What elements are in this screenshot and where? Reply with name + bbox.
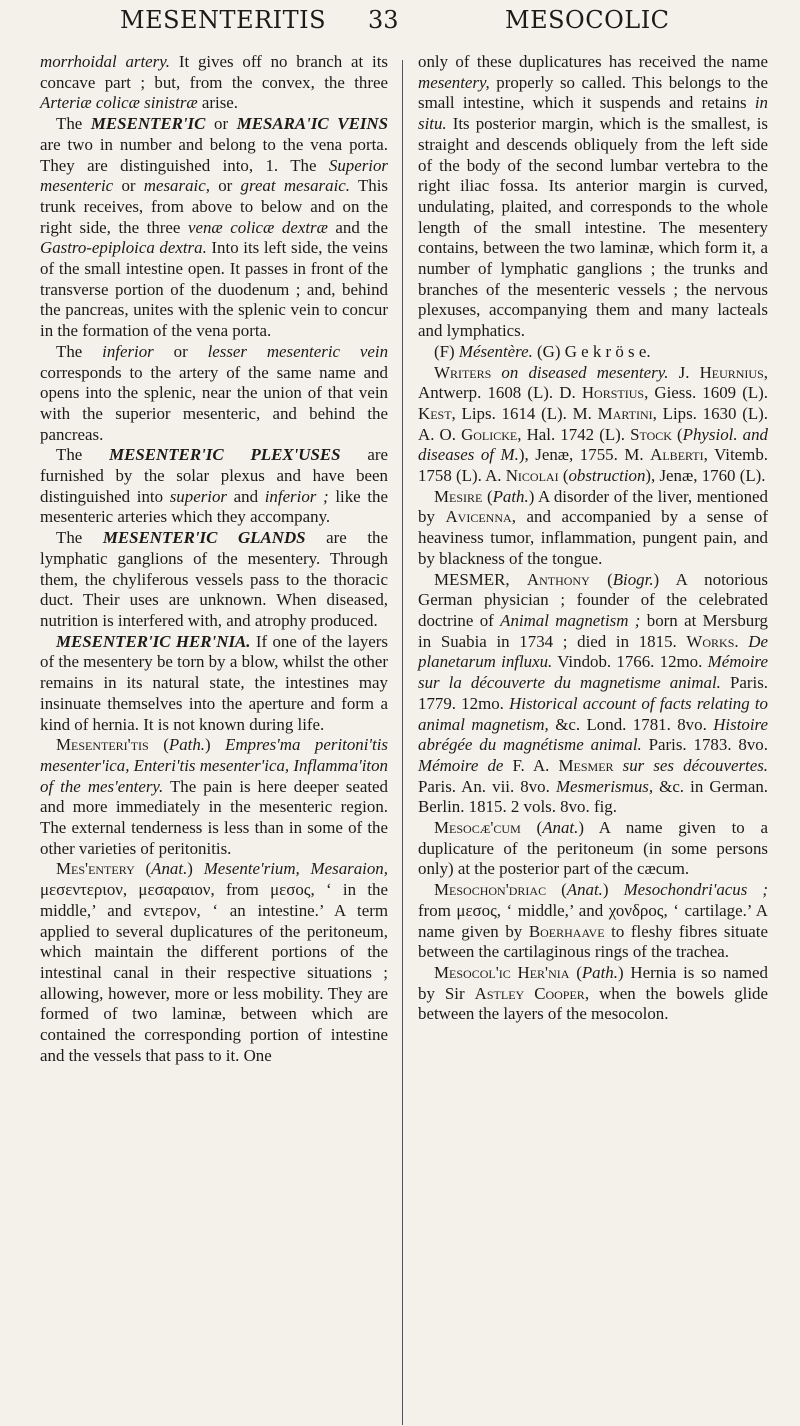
text-run: Mémoire de — [418, 755, 504, 775]
text-run: MESENTER'IC GLANDS — [102, 528, 306, 548]
text-run: Mesochondri'acus ; — [623, 880, 768, 900]
text-run: ) — [602, 880, 624, 900]
text-run: Its posterior margin, which is the smallest, is straight and descends obliquely from the left side of the body of the second lumbar vertebra to the right iliac fossa. Its anterior margin is curved, undulating, plaited, and corresponds to the whole length of the small intestine. The mesentery contains, between the two laminæ, which form it, a number of lymphatic ganglions ; the trunks and branches of the mesenteric vessels ; the nervous plexuses, accompanying them and many lacteals and lymphatics. — [418, 114, 768, 341]
text-run: Mes'entery — [56, 859, 135, 879]
text-run: Writers — [434, 362, 492, 382]
text-run: like the mesenteric arteries which they accompany. — [40, 486, 388, 527]
text-run: The pain is here deeper seated and more immediately in the mesenteric region. The external tenderness is less than in some of the other varieties of peritonitis. — [40, 776, 388, 858]
text-run: De planetarum influxu. — [418, 631, 768, 672]
text-run: Arteriæ colicæ sinistræ — [40, 93, 198, 113]
text-run — [491, 363, 501, 382]
entry-mesenteric-veins — [40, 114, 388, 342]
text-run: &c. Lond. 1781. 8vo. — [548, 714, 714, 734]
text-run: in situ. — [418, 93, 768, 134]
text-run: Avicenna — [445, 507, 512, 527]
text-run: Anat. — [151, 859, 188, 879]
text-run: MESENTER'IC PLEX'USES — [109, 445, 341, 465]
text-run: are two in number and belong to the vena porta. They are distinguished into, 1. The — [40, 134, 388, 175]
text-run: are furnished by the solar plexus and have been distinguished into — [40, 445, 389, 506]
text-run: Vindob. 1766. 12mo. — [552, 652, 708, 672]
text-run: to fleshy fibres situate between the cartilaginous rings of the trachea. — [418, 921, 768, 962]
text-run: , and accompanied by a sense of heaviness tumor, inflammation, pungent pain, and by blackness of the tongue. — [418, 507, 768, 568]
text-run: ( — [134, 859, 152, 879]
entry-mesocaecum — [418, 818, 768, 880]
entry-mesentery-continued — [418, 52, 768, 342]
text-run: properly so called. This belongs to the small intestine, which it suspends and retains — [418, 72, 768, 113]
text-run: Paris. An. vii. 8vo. — [418, 776, 556, 796]
right-column — [418, 52, 768, 1025]
text-run: or — [209, 176, 241, 196]
text-run: Paris. 1779. 12mo. — [418, 673, 768, 713]
text-run: Path. — [581, 962, 618, 982]
text-run: The — [56, 528, 103, 548]
text-run: mesentery, — [418, 72, 490, 92]
text-run: Heurnius — [699, 362, 764, 382]
page-number: 33 — [368, 6, 399, 34]
entry-mesenteric-hernia — [40, 632, 388, 736]
text-run: &c. in German. Berlin. 1815. 2 vols. 8vo. fig. — [418, 776, 768, 817]
text-run: ) — [205, 735, 226, 755]
text-run: Martini — [597, 403, 653, 423]
text-run: obstruction — [568, 466, 646, 486]
text-run: It gives off no branch at its concave part ; but, from the convex, the three — [40, 52, 388, 92]
text-run: Golicke — [461, 424, 518, 444]
text-run: Animal magnetism ; — [500, 610, 641, 630]
text-run: The — [56, 341, 103, 361]
text-run: Path. — [168, 735, 206, 755]
text-run: . — [734, 631, 749, 651]
text-run: , when the bowels glide between the layers of the mesocolon. — [418, 983, 768, 1024]
entry-continuation — [40, 52, 388, 114]
text-run: , Lips. 1630 (L). A. O. — [418, 403, 768, 444]
text-run — [614, 756, 623, 775]
text-run: ( — [482, 486, 493, 506]
entry-inferior-mesenteric-vein — [40, 342, 388, 446]
text-run: Gastro-epiploica dextra. — [40, 238, 207, 258]
text-run: only of these duplicatures has received the name — [418, 52, 768, 71]
text-run: Anthony — [526, 569, 590, 589]
text-run: Mesire — [434, 486, 483, 506]
text-run: Boerhaave — [528, 921, 605, 941]
text-run: J. — [668, 362, 700, 382]
entry-mesenteritis — [40, 735, 388, 859]
header-right-word: MESOCOLIC — [505, 6, 670, 34]
text-run: sur ses découvertes. — [622, 755, 768, 775]
text-run: This trunk receives, from above to below and on the right side, the three — [40, 176, 388, 237]
text-run: inferior — [102, 341, 154, 361]
text-run: If one of the layers of the mesentery be torn by a blow, whilst the other remains in its natural state, the intestines may insinuate themselves into the aperture and form a kind of hernia. It is not known during life. — [40, 631, 388, 734]
text-run: , Giess. 1609 (L). — [644, 383, 768, 403]
text-run: ( — [546, 880, 567, 900]
entry-mesenteric-glands — [40, 528, 388, 632]
text-run: Astley Cooper — [474, 983, 585, 1003]
text-run: , Lips. 1614 (L). M. — [451, 403, 598, 423]
entry-mesentery-synonyms — [418, 342, 768, 363]
text-run: Mésentère. — [458, 341, 533, 361]
text-run: Histoire abrégée du magnétisme animal. — [418, 714, 768, 755]
text-run: Horstius — [581, 383, 645, 403]
text-run: Empres'ma peritoni'tis mesenter'ica, Enteri'tis mesenter'ica, Inflamma'iton of the mes'entery. — [40, 735, 388, 796]
text-run: ) A disorder of the liver, mentioned by — [418, 486, 768, 527]
text-run: lesser mesenteric vein — [207, 341, 389, 361]
text-run: Into its left side, the veins of the small intestine open. It passes in front of the transverse portion of the duodenum ; and, behind the pancreas, unites with the splenic vein to concur in the formation of the vena porta. — [40, 238, 389, 341]
text-run: or — [153, 341, 208, 361]
text-run: , Hal. 1742 (L). — [517, 424, 631, 444]
text-run: or — [113, 176, 144, 196]
text-run: ) A notorious German physician ; founder of the celebrated doctrine of — [418, 569, 768, 630]
entry-writers — [418, 363, 768, 487]
text-run: on diseased mesentery. — [501, 362, 669, 382]
text-run: venæ colicæ dextræ — [187, 217, 328, 237]
text-run: ( — [148, 735, 169, 755]
text-run: Physiol. and diseases of M. — [418, 424, 768, 465]
text-run: are the lymphatic ganglions of the mesentery. Through them, the chyliferous vessels pass to the thoracic duct. Their uses are unknown. When diseased, nutrition is interfered with, and atrophy produced. — [40, 528, 389, 630]
column-divider — [402, 60, 403, 1425]
text-run: Kest — [418, 403, 452, 423]
text-run: The — [56, 445, 110, 465]
entry-mesmer — [418, 570, 768, 818]
entry-mesocolic-hernia — [418, 963, 768, 1025]
text-run: morrhoidal artery. — [40, 52, 171, 71]
text-run: ), Jenæ, 1760 (L). — [645, 466, 766, 486]
text-run: Anat. — [566, 880, 603, 900]
header-left-word: MESENTERITIS — [120, 6, 327, 34]
text-run: Mesochon'driac — [434, 880, 547, 900]
text-run: Mesente'rium, Mesaraion, — [203, 859, 388, 879]
text-run: Mesmerismus, — [555, 776, 654, 796]
text-run: ( — [558, 466, 569, 486]
text-run: Nicolai — [505, 466, 559, 486]
text-run: The — [56, 114, 91, 134]
running-header — [0, 6, 800, 46]
text-run: Biogr. — [612, 569, 654, 589]
text-run: mesaraic, — [143, 176, 210, 196]
text-run: ( — [569, 962, 582, 982]
entry-mesochondriac — [418, 880, 768, 963]
text-run: Mémoire sur la découverte du magnetisme animal. — [418, 652, 768, 693]
text-run: ( — [520, 818, 543, 838]
text-run: inferior ; — [264, 486, 329, 506]
text-run: , Vitemb. 1758 (L). A. — [418, 445, 768, 486]
text-run: MESENTER'IC HER'NIA. — [56, 631, 251, 651]
text-run: Mesmer — [558, 755, 614, 775]
text-run: (G) G e k r ö s e. — [532, 341, 651, 361]
entry-mesire — [418, 487, 768, 570]
text-run: great mesaraic. — [240, 176, 350, 196]
text-run: ), Jenæ, 1755. M. — [518, 445, 651, 465]
text-run: Mesocol'ic Her'nia — [434, 962, 570, 982]
text-run: ) — [187, 859, 204, 879]
text-run: ) A name given to a duplicature of the peritoneum (in some persons only) at the posterior part of the cæcum. — [418, 818, 768, 879]
text-run: from μεσος, ‘ middle,’ and χονδρος, ‘ cartilage.’ A name given by — [418, 900, 768, 941]
text-run: Superior mesenteric — [40, 155, 388, 196]
text-run: arise. — [197, 93, 239, 113]
text-run: or — [205, 114, 237, 134]
text-run: superior — [169, 486, 227, 506]
text-run: Paris. 1783. 8vo. — [641, 735, 768, 755]
text-run: Works — [686, 631, 735, 651]
text-run: corresponds to the artery of the same name and opens into the splenic, near the union of that vein with the superior mesenteric, and behind the pancreas. — [40, 362, 388, 444]
text-run: Path. — [492, 486, 529, 506]
text-run: MESENTER'IC — [90, 114, 206, 134]
text-run: ) Hernia is so named by Sir — [418, 962, 768, 1003]
text-run: , Antwerp. 1608 (L). D. — [418, 362, 768, 403]
text-run: (F) — [434, 341, 459, 361]
text-run: F. A. — [503, 755, 559, 775]
entry-mesentery — [40, 859, 388, 1066]
text-run: Alberti — [650, 445, 704, 465]
text-run: Stock — [630, 424, 672, 444]
left-column — [40, 52, 388, 1066]
text-run: born at Mersburg in Suabia in 1734 ; died in 1815. — [418, 610, 769, 651]
text-run: ( — [671, 424, 683, 444]
text-run: ( — [589, 569, 613, 589]
text-run: Anat. — [542, 818, 579, 838]
text-run: Mesenteri'tis — [56, 735, 149, 755]
entry-mesenteric-plexuses — [40, 445, 388, 528]
text-run: μεσεντεριον, μεσαραιον, from μεσος, ‘ in the middle,’ and εντερον, ‘ an intestine.’ A term applied to several duplicatures of the peritoneum, which maintain the different portions of the intestinal canal in their respective situations ; allowing, however, more or less mobility. They are formed of two laminæ, between which are contained the corresponding portion of intestine and the vessels that pass to it. One — [40, 880, 388, 1065]
text-run: and the — [327, 217, 388, 237]
text-run: and — [226, 486, 265, 506]
text-run: Historical account of facts relating to animal magnetism, — [418, 693, 768, 734]
text-run: MESARA'IC VEINS — [236, 114, 388, 134]
text-run: MESMER, — [434, 569, 527, 589]
text-run: Mesocæ'cum — [434, 818, 521, 838]
